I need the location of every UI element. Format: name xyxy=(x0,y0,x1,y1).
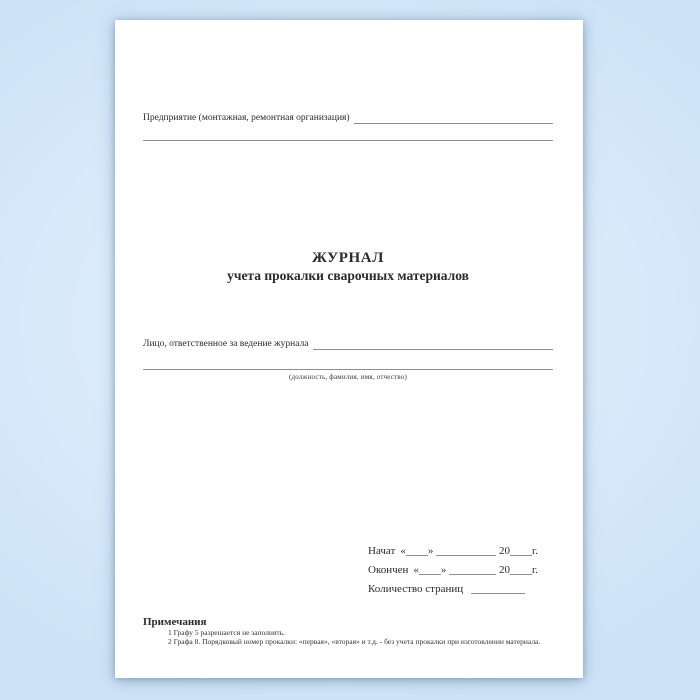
started-row xyxy=(368,544,538,558)
pages-count-row xyxy=(368,582,538,596)
pages-count-label: Количество страниц xyxy=(368,583,464,595)
notes-title: Примечания xyxy=(143,616,207,628)
pages-count-blank-line xyxy=(471,593,525,594)
responsible-person-row xyxy=(143,338,553,350)
finished-year-blank: 20____ xyxy=(498,564,532,576)
enterprise-blank-line-2 xyxy=(143,140,553,141)
responsible-person-label: Лицо, ответственное за ведение журнала xyxy=(143,339,309,349)
responsible-blank-line xyxy=(313,349,553,350)
document-page xyxy=(115,20,583,678)
responsible-caption: (должность, фамилия, имя, отчество) xyxy=(288,373,408,381)
started-day-blank: «____» xyxy=(400,545,434,557)
note-line-1: 1 Графу 5 разрешается не заполнять. xyxy=(168,628,285,637)
started-year-blank: 20____ xyxy=(498,545,532,557)
responsible-blank-line-2 xyxy=(143,369,553,370)
enterprise-row xyxy=(143,112,553,124)
finished-day-blank: «____» xyxy=(413,564,447,576)
notes-block xyxy=(143,616,553,646)
enterprise-label: Предприятие (монтажная, ремонтная организация) xyxy=(143,113,350,123)
finished-year-suffix: г. xyxy=(531,564,538,576)
finished-row xyxy=(368,563,538,577)
started-month-blank-line xyxy=(436,555,496,556)
document-title: ЖУРНАЛ xyxy=(311,250,385,266)
finished-label: Окончен xyxy=(368,564,409,576)
started-year-suffix: г. xyxy=(531,545,538,557)
enterprise-blank-line xyxy=(354,123,553,124)
finished-month-blank-line xyxy=(449,574,496,575)
document-subtitle: учета прокалки сварочных материалов xyxy=(227,268,469,283)
started-label: Начат xyxy=(368,545,396,557)
note-line-2: 2 Графа 8. Порядковый номер прокалки: «первая», «вторая» и т.д. - без учета прокалки при изготовлении материала. xyxy=(168,636,541,646)
dates-block xyxy=(368,544,538,601)
